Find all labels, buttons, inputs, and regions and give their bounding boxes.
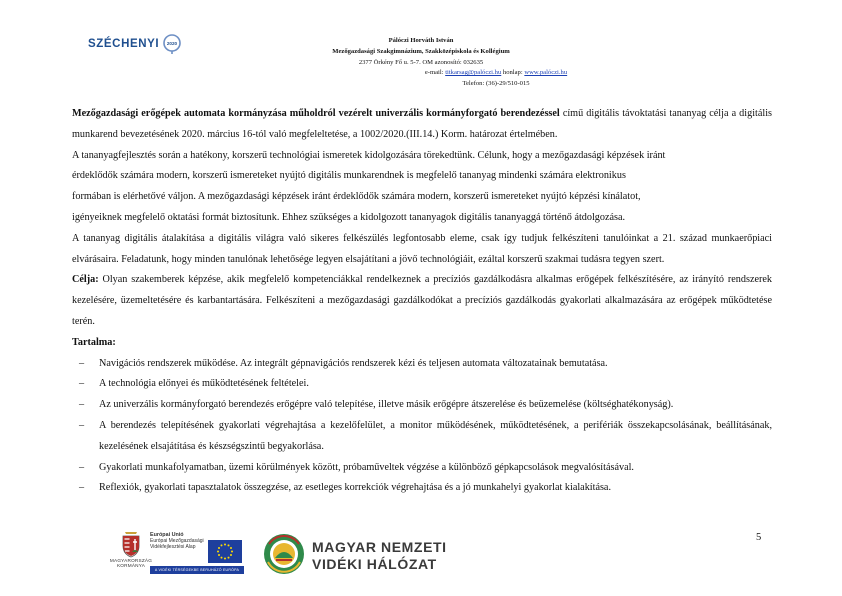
page-number: 5 (756, 532, 762, 543)
eu-fund-text (150, 532, 204, 551)
mnvh-emblem-icon (262, 532, 306, 576)
mnvh-line-2: VIDÉKI HÁLÓZAT (312, 555, 437, 572)
list-item-text: Gyakorlati munkafolyamatban, üzemi körülmények között, próbaműveltek végzése a különböző gépkapcsolások megvalósításával. (99, 461, 634, 473)
list-item-text: Navigációs rendszerek működése. Az integrált gépnavigációs rendszerek kézi és teljesen automata változatainak bemutatása. (99, 357, 608, 369)
footer-logos (0, 524, 842, 584)
course-title: Mezőgazdasági erőgépek automata kormányzása műholdról vezérelt univerzális kormányforgató berendezéssel (72, 108, 560, 119)
eu-line-2: Európai Mezőgazdasági (150, 538, 204, 545)
list-dash: – (79, 461, 85, 473)
school-phone: Telefon: (36)-29/510-015 (462, 80, 530, 88)
content-list (72, 354, 772, 500)
list-item (72, 354, 772, 375)
mnvh-line-1: MAGYAR NEMZETI (312, 539, 447, 555)
development-line-2: érdeklődők számára modern, korszerű ismereteket nyújtó digitális munkarendnek is megfelelő tananyag mindenki számára elektronikus (72, 170, 626, 182)
development-paragraph (72, 146, 772, 229)
list-item (72, 478, 772, 499)
eu-line-3: Vidékfejlesztési Alap (150, 544, 196, 551)
intro-paragraph (72, 104, 772, 146)
school-head: Pálóczi Horváth István (388, 37, 454, 44)
list-dash: – (79, 378, 85, 390)
goal-text: Olyan szakemberek képzése, akik megfelelő kompetenciákkal rendelkeznek a precíziós gazdálkodásra alkalmas erőgépek felkészítésére, az irányító rendszerek kezelésére, üzemeltetésére és karbantartására. Felkészíteni a mezőgazdasági gazdálkodókat a precíziós gazdálkodás gyakorlati alkalmazására az erőgépek működtetése terén. (72, 274, 772, 327)
email-link[interactable]: titkarsag@palóczi.hu (445, 69, 502, 77)
school-address: 2377 Örkény Fő u. 5-7. OM azonosító: 032635 (358, 58, 484, 66)
eu-line-1: Európai Unió (150, 532, 184, 538)
list-dash: – (79, 419, 85, 431)
eu-slogan-bar: A VIDÉKI TÉRSÉGEKBE BERUHÁZÓ EURÓPA (150, 566, 244, 574)
list-item (72, 416, 772, 458)
goal-label: Célja: (72, 274, 99, 286)
list-item-text: Az univerzális kormányforgató berendezés erőgépre való telepítése, illetve másik erőgépre átszerelése és beüzemelése (költséghatékonyság). (99, 399, 674, 411)
szechenyi-logo-year: 2020 (167, 40, 178, 46)
list-item (72, 458, 772, 479)
mnvh-logo (262, 530, 472, 580)
coat-of-arms-icon (120, 530, 142, 558)
goal-paragraph (72, 270, 772, 332)
list-item-text: A berendezés telepítésének gyakorlati végrehajtása a kezelőfelület, a monitor működésének, működtetésének, a perifériák összekapcsolásának, beállításának, kezelésének elsajátítása és készségszintű begyakorlása. (99, 419, 772, 452)
szechenyi-logo-text: SZÉCHENYI (88, 38, 160, 50)
list-item-text: A technológia előnyei és működtetésének feltételei. (99, 378, 309, 390)
development-line-1: A tananyagfejlesztés során a hatékony, korszerű technológiai ismeretek kidolgozására törekedtünk. Célunk, hogy a mezőgazdasági képzések iránt (72, 149, 666, 161)
school-letterhead (250, 36, 592, 90)
content-heading: Tartalma: (72, 336, 116, 348)
school-name: Mezőgazdasági Szakgimnázium, Szakközépiskola és Kollégium (332, 47, 510, 55)
szechenyi-2020-logo (88, 31, 178, 57)
eu-flag-icon (208, 540, 242, 563)
intro-rest: című digitális távoktatási tananyag célja a digitális munkarend bevezetésének 2020. március 16-tól való megfeleltetése, a 1002/2020.(III.14.) Korm. határozat értelmében. (72, 108, 772, 140)
homepage-link[interactable]: www.palóczi.hu (524, 69, 568, 77)
list-item (72, 395, 772, 416)
list-dash: – (79, 357, 85, 369)
list-item-text: Reflexiók, gyakorlati tapasztalatok összegzése, az esetleges korrekciók végrehajtása és a jó munkahelyi gyakorlat kialakítása. (99, 482, 612, 494)
list-item (72, 374, 772, 395)
list-dash: – (79, 399, 85, 411)
list-dash: – (79, 482, 85, 494)
email-prefix: e-mail: (424, 69, 444, 77)
hungarian-government-crest (107, 530, 155, 582)
crest-caption-2: KORMÁNYA (116, 563, 146, 569)
eu-fund-logo (150, 532, 250, 576)
mnvh-name (312, 539, 447, 572)
homepage-prefix: honlap: (502, 69, 523, 77)
development-line-4: igényeiknek megfelelő oktatási formát biztosítunk. Ehhez szükséges a kidolgozott tananyagok digitális tananyaggá történő átdolgozása. (72, 211, 626, 223)
document-body (72, 104, 772, 499)
development-line-3: formában is elérhetővé váljon. A mezőgazdasági képzések iránt érdeklődők számára modern, korszerű ismereteket nyújtó képzési kínálatot, (72, 191, 641, 203)
digital-paragraph: A tananyag digitális átalakítása a digitális világra való sikeres felkészülés legfontosabb eleme, csak így tudjuk felkészíteni tanulóinkat a 21. század munkaerőpiaci elvárásaira. Feladatunk, hogy minden tanulónak lehetősége legyen elsajátítani a jövő technológiáit, ezáltal korszerű szakmai tudásra tegyen szert. (72, 232, 772, 265)
contact-line (250, 68, 592, 79)
szechenyi-pin-icon (162, 34, 182, 54)
crest-caption-1: MAGYARORSZÁG (109, 558, 153, 563)
